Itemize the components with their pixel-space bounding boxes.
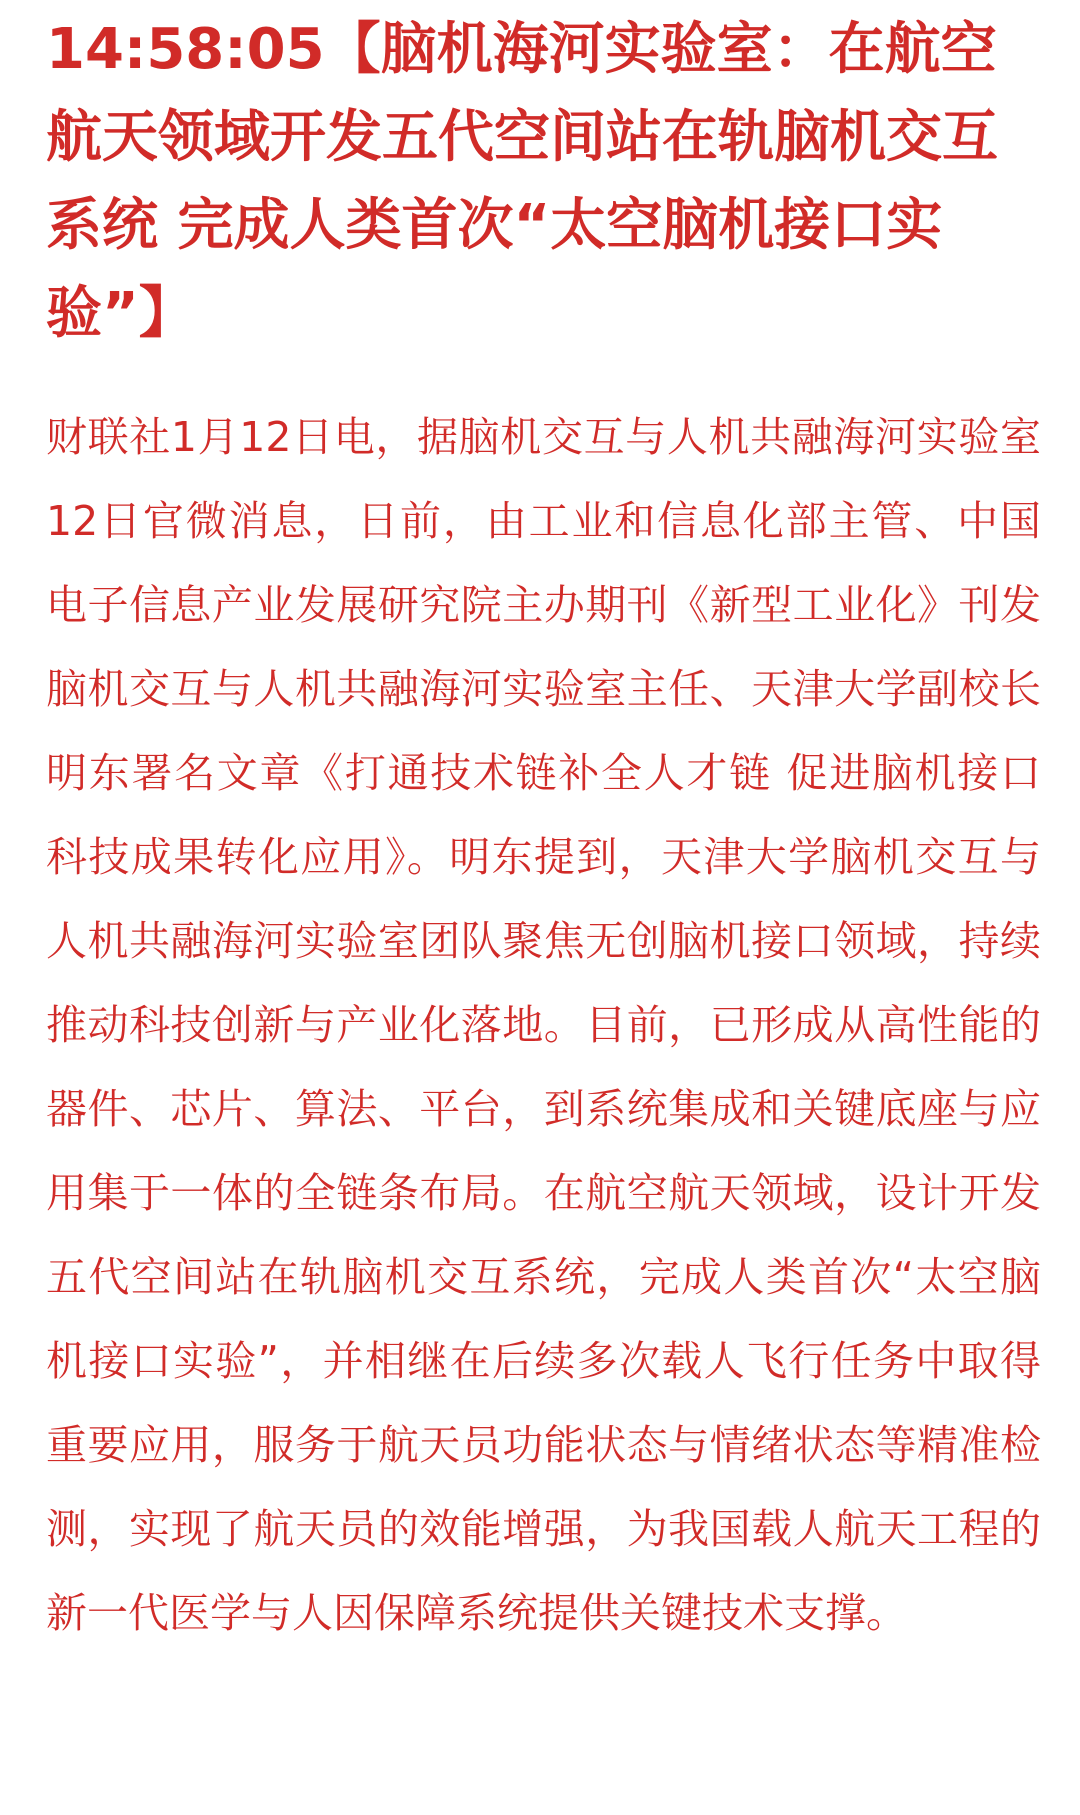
news-article	[46, 6, 1041, 1655]
article-headline: 14:58:05【脑机海河实验室：在航空航天领域开发五代空间站在轨脑机交互系统 完成人类首次“太空脑机接口实验”】	[46, 17, 998, 346]
article-body: 财联社1月12日电，据脑机交互与人机共融海河实验室12日官微消息，日前，由工业和信息化部主管、中国电子信息产业发展研究院主办期刊《新型工业化》刊发脑机交互与人机共融海河实验室主任、天津大学副校长明东署名文章《打通技术链补全人才链 促进脑机接口科技成果转化应用》。明东提到，天津大学脑机交互与人机共融海河实验室团队聚焦无创脑机接口领域，持续推动科技创新与产业化落地。目前，已形成从高性能的器件、芯片、算法、平台，到系统集成和关键底座与应用集于一体的全链条布局。在航空航天领域，设计开发五代空间站在轨脑机交互系统，完成人类首次“太空脑机接口实验”，并相继在后续多次载人飞行任务中取得重要应用，服务于航天员功能状态与情绪状态等精准检测，实现了航天员的效能增强，为我国载人航天工程的新一代医学与人因保障系统提供关键技术支撑。	[46, 413, 1041, 1637]
